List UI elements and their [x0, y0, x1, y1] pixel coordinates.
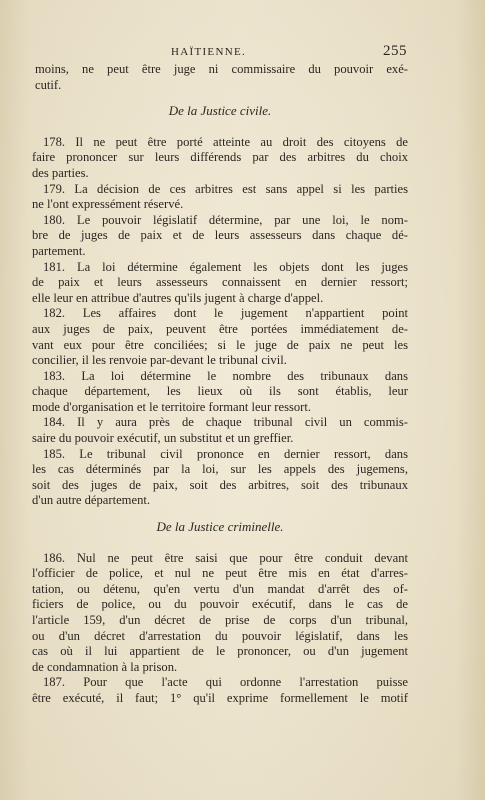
text-line: chaque département, les lieux où ils sont établis, leur — [32, 384, 408, 399]
running-head: HAÏTIENNE. — [171, 46, 247, 58]
text-line: tation, ou détenu, qu'en vertu d'un mandat d'arrêt des of- — [32, 581, 408, 596]
text-line: mode d'organisation et le territoire formant leur ressort. — [32, 399, 312, 414]
text-line: l'article 159, d'un décret de prise de corps d'un tribunal, — [32, 613, 408, 627]
text-line: bre de juges de paix et de leurs assesseurs dans chaque dé- — [32, 228, 408, 243]
text-line: 185. Le tribunal civil prononce en dernier ressort, dans — [43, 446, 408, 461]
text-line: partement. — [32, 243, 86, 258]
page-header — [36, 44, 407, 60]
text-line: 180. Le pouvoir législatif détermine, par une loi, le nom- — [43, 212, 408, 227]
article-183 — [32, 369, 408, 416]
text-line: ou d'un décret d'arrestation du pouvoir législatif, dans les — [32, 628, 408, 643]
article-187 — [32, 675, 408, 706]
text-line: 187. Pour que l'acte qui ordonne l'arrestation puisse — [43, 675, 408, 690]
article-181 — [32, 260, 408, 307]
text-line: concilier, il les renvoie par-devant le tribunal civil. — [32, 353, 287, 368]
text-line: ne l'ont expressément réservé. — [32, 197, 184, 212]
text-line: soit des juges de paix, soit des arbitres, soit des tribunaux — [32, 477, 408, 492]
text-line: les cas déterminés par la loi, sur les appels des jugemens, — [32, 462, 408, 477]
article-178 — [32, 135, 408, 182]
text-line: 184. Il y aura près de chaque tribunal civil un commis- — [43, 415, 408, 430]
article-184 — [32, 415, 408, 446]
text-line: moins, ne peut être juge ni commissaire du pouvoir exé- — [35, 62, 408, 76]
text-line: elle leur en attribue d'autres qu'ils jugent à charge d'appel. — [32, 290, 324, 305]
section-title-criminal: De la Justice criminelle. — [156, 519, 284, 535]
text-line: faire prononcer sur leurs différends par des arbitres du choix — [32, 150, 408, 165]
text-line: l'officier de police, et nul ne peut être mis en état d'arres- — [32, 566, 408, 581]
text-line: vant eux pour être conciliées; si le juge de paix ne peut les — [32, 337, 408, 352]
text-line: 183. La loi détermine le nombre des tribunaux dans — [43, 368, 408, 383]
text-line: 178. Il ne peut être porté atteinte au droit des citoyens de — [43, 134, 408, 149]
text-line: d'un autre département. — [32, 493, 151, 508]
text-line: des parties. — [32, 165, 89, 180]
text-line: aux juges de paix, peuvent être portées immédiatement de- — [32, 321, 408, 336]
article-186 — [32, 551, 408, 676]
page-number: 255 — [383, 43, 407, 59]
text-line: cutif. — [35, 77, 62, 92]
opening-paragraph — [32, 62, 408, 93]
text-line: être exécuté, il faut; 1° qu'il exprime formellement le motif — [32, 690, 408, 705]
text-line: 181. La loi détermine également les objets dont les juges — [43, 259, 408, 274]
text-line: cas où il lui appartient de le prononcer, ou d'un jugement — [32, 644, 408, 659]
body-text — [32, 62, 408, 707]
text-line: 186. Nul ne peut être saisi que pour être conduit devant — [43, 550, 408, 565]
text-line: saire du pouvoir exécutif, un substitut et un greffier. — [32, 431, 294, 446]
text-line: de paix et leurs assesseurs connaissent en dernier ressort; — [32, 275, 408, 290]
article-180 — [32, 213, 408, 260]
text-line: 182. Les affaires dont le jugement n'appartient point — [43, 306, 408, 321]
text-line: 179. La décision de ces arbitres est sans appel si les parties — [43, 181, 408, 196]
article-185 — [32, 447, 408, 509]
article-179 — [32, 182, 408, 213]
text-line: ficiers de police, ou du pouvoir exécutif, dans le cas de — [32, 597, 408, 612]
text-line: de condamnation à la prison. — [32, 659, 178, 674]
section-title-civil: De la Justice civile. — [168, 103, 272, 119]
article-182 — [32, 306, 408, 368]
